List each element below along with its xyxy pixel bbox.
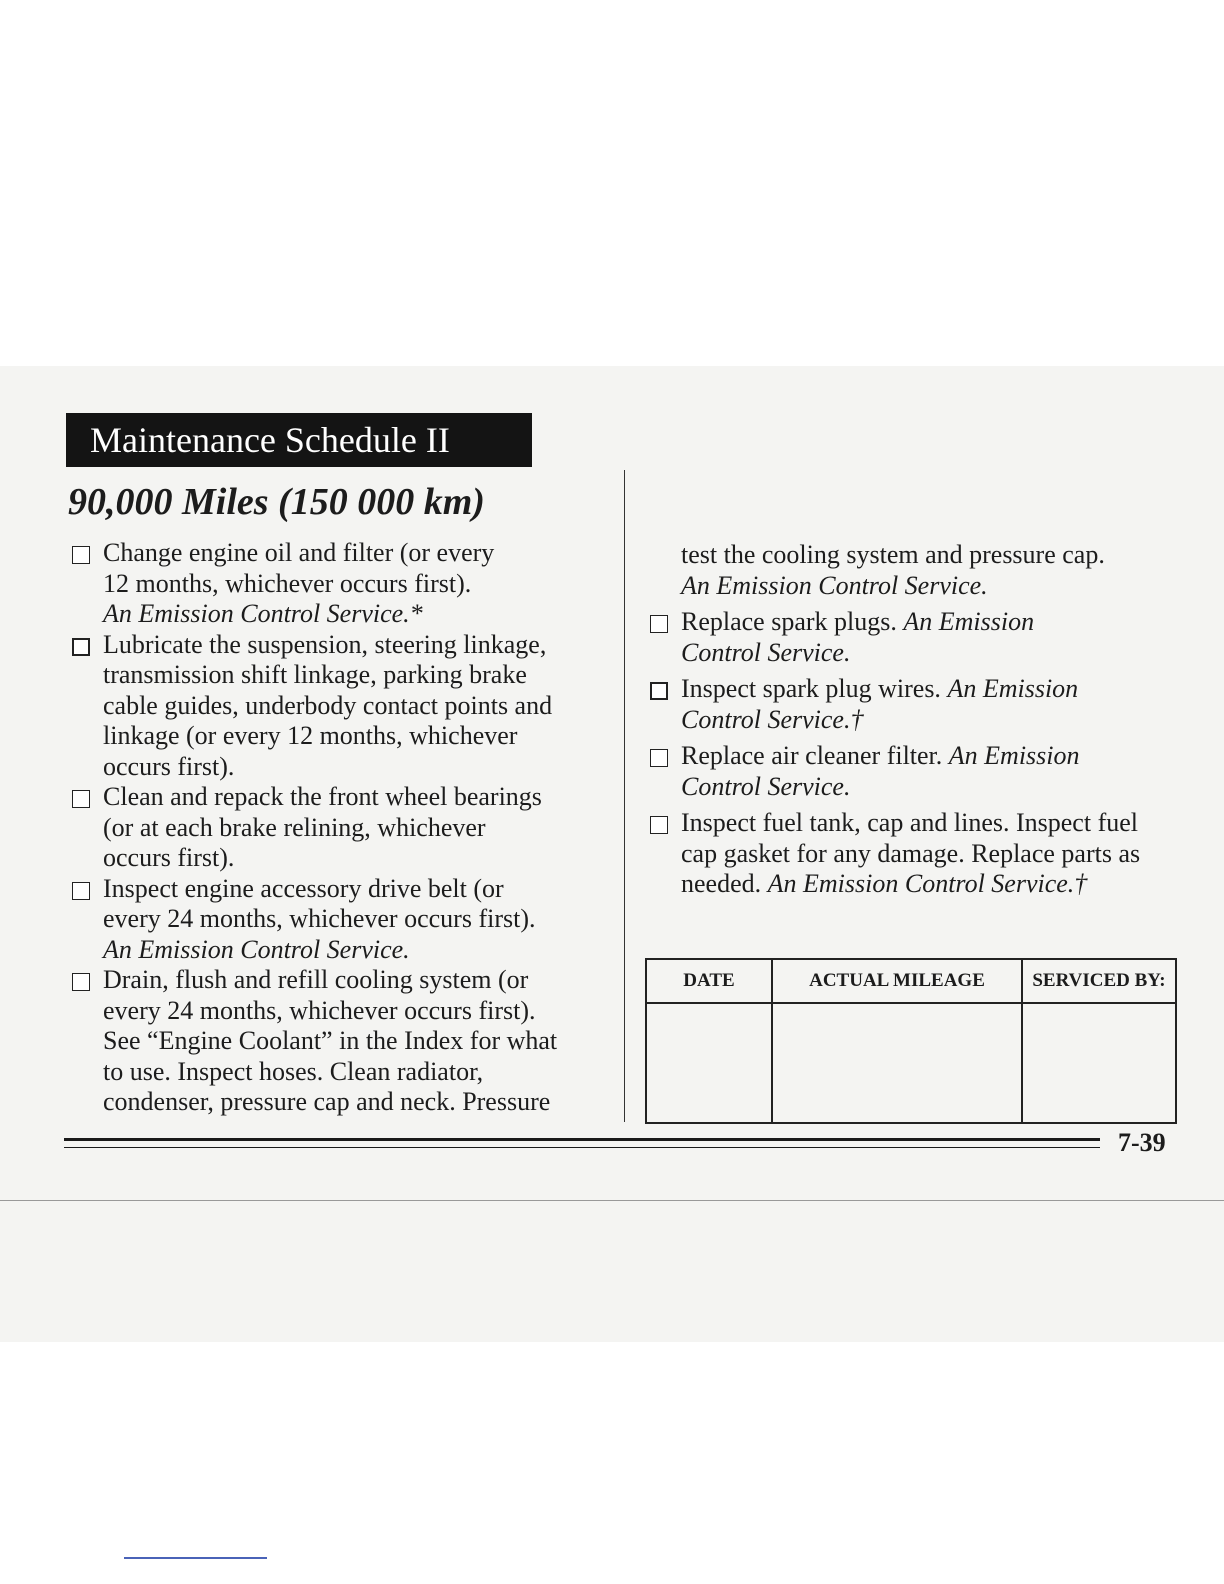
date-cell[interactable] <box>646 1003 772 1123</box>
footer-rule-thin <box>64 1147 1100 1148</box>
item-text: 12 months, whichever occurs first). <box>103 568 472 598</box>
item-text: Inspect spark plug wires. <box>681 674 941 703</box>
emission-note: An Emission <box>947 674 1079 703</box>
emission-note: Control Service. <box>681 771 851 801</box>
item-text: test the cooling system and pressure cap. <box>681 540 1105 569</box>
item-text: transmission shift linkage, parking brake <box>103 660 527 689</box>
item-text: Clean and repack the front wheel bearings <box>103 782 542 811</box>
checklist-item-cooling-system <box>70 965 610 1118</box>
page-edge-divider <box>0 1200 1224 1201</box>
item-text: every 24 months, whichever occurs first). <box>103 995 536 1025</box>
checklist-item-drive-belt <box>70 874 610 966</box>
checkbox[interactable] <box>72 790 90 808</box>
emission-note: An Emission Control Service. <box>681 570 988 600</box>
column-header-date: DATE <box>646 959 772 1003</box>
item-text: cable guides, underbody contact points and <box>103 690 553 720</box>
item-text: Drain, flush and refill cooling system (or <box>103 965 529 994</box>
emission-note: An Emission Control Service.* <box>103 599 423 628</box>
item-text: Lubricate the suspension, steering linkage, <box>103 629 547 659</box>
item-text: Inspect engine accessory drive belt (or <box>103 873 504 903</box>
service-record-table <box>645 958 1177 1124</box>
item-text: occurs first). <box>103 751 235 781</box>
checklist-item-spark-plugs <box>648 607 1193 668</box>
checklist-item-lubricate <box>70 630 610 783</box>
item-text: (or at each brake relining, whichever <box>103 812 486 842</box>
checkbox[interactable] <box>650 615 668 633</box>
checklist-item-oil-change <box>70 538 610 630</box>
item-text: occurs first). <box>103 843 235 872</box>
item-text: to use. Inspect hoses. Clean radiator, <box>103 1056 484 1086</box>
page-number: 7-39 <box>1118 1128 1166 1157</box>
checkbox[interactable] <box>650 682 668 700</box>
item-text: needed. <box>681 869 762 898</box>
section-header: Maintenance Schedule II <box>66 413 532 467</box>
checkbox[interactable] <box>72 546 90 564</box>
right-column <box>648 540 1193 900</box>
emission-note: Control Service.† <box>681 704 864 734</box>
actual-mileage-cell[interactable] <box>772 1003 1022 1123</box>
decorative-line <box>124 1557 267 1559</box>
checklist-item-air-filter <box>648 741 1193 802</box>
emission-note: An Emission <box>948 741 1080 770</box>
item-text: condenser, pressure cap and neck. Pressure <box>103 1087 551 1116</box>
checkbox[interactable] <box>72 638 90 656</box>
column-header-serviced-by: SERVICED BY: <box>1022 959 1176 1003</box>
item-text: Replace air cleaner filter. <box>681 741 943 770</box>
checklist-item-spark-plug-wires <box>648 674 1193 735</box>
footer-rule <box>64 1138 1100 1141</box>
item-text: Change engine oil and filter (or every <box>103 538 495 567</box>
item-text: Inspect fuel tank, cap and lines. Inspect fuel <box>681 808 1138 837</box>
item-text: Replace spark plugs. <box>681 607 897 636</box>
emission-note: An Emission Control Service.† <box>767 869 1088 898</box>
serviced-by-cell[interactable] <box>1022 1003 1176 1123</box>
checkbox[interactable] <box>650 816 668 834</box>
column-header-actual-mileage: ACTUAL MILEAGE <box>772 959 1022 1003</box>
checkbox[interactable] <box>650 749 668 767</box>
item-text: linkage (or every 12 months, whichever <box>103 721 518 750</box>
item-text: every 24 months, whichever occurs first). <box>103 904 536 933</box>
checkbox[interactable] <box>72 882 90 900</box>
left-column <box>70 538 610 1118</box>
emission-note: An Emission <box>903 607 1035 636</box>
emission-note: Control Service. <box>681 637 851 667</box>
checkbox[interactable] <box>72 973 90 991</box>
checklist-continuation <box>648 540 1193 601</box>
item-text: cap gasket for any damage. Replace parts as <box>681 838 1141 868</box>
mileage-heading: 90,000 Miles (150 000 km) <box>68 481 485 523</box>
table-row <box>646 1003 1176 1123</box>
emission-note: An Emission Control Service. <box>103 934 410 964</box>
column-divider <box>624 470 625 1122</box>
checklist-item-wheel-bearings <box>70 782 610 874</box>
item-text: See “Engine Coolant” in the Index for what <box>103 1026 558 1055</box>
checklist-item-fuel-tank <box>648 808 1193 900</box>
table-header-row <box>646 959 1176 1003</box>
